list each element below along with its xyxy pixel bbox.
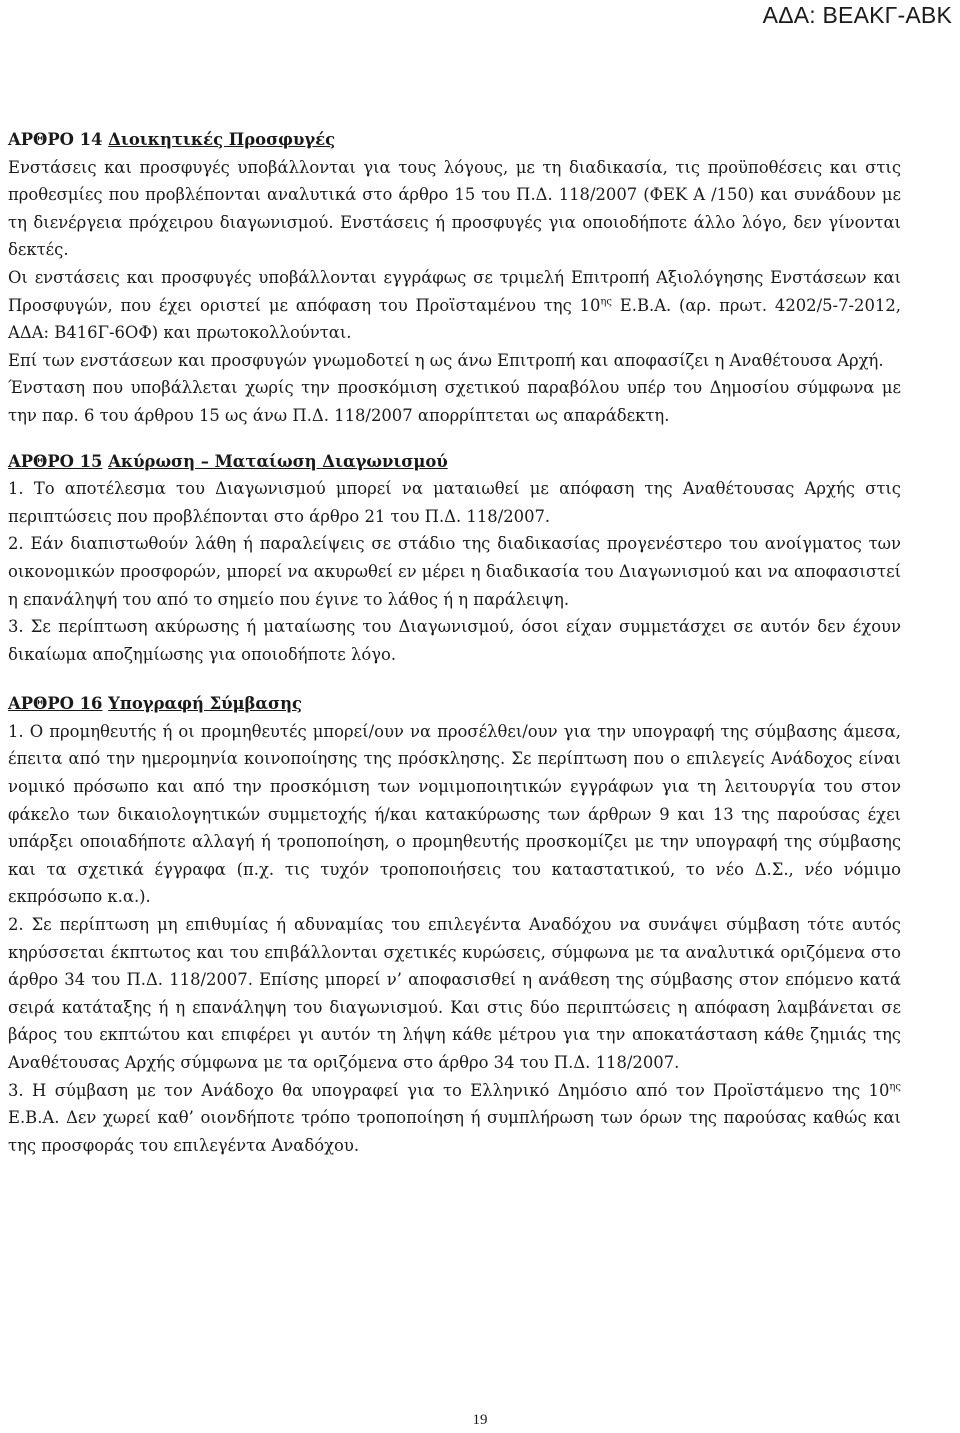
ordinal-superscript: ης — [600, 296, 612, 308]
article-15-title: Ακύρωση – Ματαίωση Διαγωνισμού — [108, 451, 448, 471]
document-body — [8, 126, 901, 1159]
page-number: 19 — [472, 1412, 488, 1428]
article-16-p3-text-end: Ε.Β.Α. Δεν χωρεί καθ’ οιονδήποτε τρόπο τροποποίηση ή συμπλήρωση των όρων της παρούσας καθώς και της προσφοράς του επιλεγέντα Αναδόχου. — [8, 1108, 901, 1155]
article-16-paragraph-3 — [8, 1077, 901, 1160]
article-15-paragraph-2: 2. Εάν διαπιστωθούν λάθη ή παραλείψεις σε στάδιο της διαδικασίας προγενέστερο του ανοίγματος των οικονομικών προσφορών, μπορεί να ακυρωθεί εν μέρει η διαδικασία του Διαγωνισμού και να αποφασιστεί η επανάληψή του από το σημείο που έγινε το λάθος ή η παράλειψη. — [8, 534, 901, 609]
article-16-paragraph-1: 1. Ο προμηθευτής ή οι προμηθευτές μπορεί/ουν να προσέλθει/ουν για την υπογραφή της σύμβασης άμεσα, έπειτα από την ημερομηνία κοινοποίησης της πρόσκλησης. Σε περίπτωση που ο επιλεγείς Ανάδοχος είναι νομικό πρόσωπο και από την προσκόμιση των νομιμοποιητικών εγγράφων για τη λειτουργία του στον φάκελο των δικαιολογητικών συμμετοχής ή/και κατακύρωσης των άρθρων 9 και 13 της παρούσας έχει υπάρξει οποιαδήποτε αλλαγή ή τροποποίηση, ο προμηθευτής προσκομίζει με την υπογραφή της σύμβασης και τα σχετικά έγγραφα (π.χ. τις τυχόν τροποποιήσεις του καταστατικού, το νέο Δ.Σ., νέο νόμιμο εκπρόσωπο κ.α.). — [8, 721, 901, 907]
article-15-heading — [8, 448, 901, 476]
article-15-paragraph-1: 1. Το αποτέλεσμα του Διαγωνισμού μπορεί να ματαιωθεί με απόφαση της Αναθέτουσας Αρχής στις περιπτώσεις που προβλέπονται στο άρθρο 21 του Π.Δ. 118/2007. — [8, 479, 901, 526]
article-14-paragraph-2: Επί των ενστάσεων και προσφυγών γνωμοδοτεί η ως άνω Επιτροπή και αποφασίζει η Αναθέτουσα Αρχή. — [8, 350, 884, 370]
article-14-paragraph-3: Ένσταση που υποβάλλεται χωρίς την προσκόμιση σχετικού παραβόλου υπέρ του Δημοσίου σύμφωνα με την παρ. 6 του άρθρου 15 ως άνω Π.Δ. 118/2007 απορρίπτεται ως απαράδεκτη. — [8, 378, 901, 425]
article-15-number: ΑΡΘΡΟ 15 — [8, 451, 103, 471]
article-14-title: Διοικητικές Προσφυγές — [108, 130, 336, 149]
article-14-paragraph-committee — [8, 264, 901, 347]
ada-header: ΑΔΑ: ΒΕΑΚΓ-ΑΒΚ — [762, 2, 952, 28]
article-14-number: ΑΡΘΡΟ 14 — [8, 130, 103, 149]
article-16-heading — [8, 690, 901, 718]
article-16-p3-text: 3. Η σύμβαση με τον Ανάδοχο θα υπογραφεί για το Ελληνικό Δημόσιο από τον Προϊστάμενο της 10 — [8, 1080, 890, 1100]
article-16-paragraph-2: 2. Σε περίπτωση μη επιθυμίας ή αδυναμίας του επιλεγέντα Αναδόχου να συνάψει σύμβαση τότε αυτός κηρύσσεται έκπτωτος και του επιβάλλονται σχετικές κυρώσεις, σύμφωνα με τα αναλυτικά οριζόμενα στο άρθρο 34 του Π.Δ. 118/2007. Επίσης μπορεί ν’ αποφασισθεί η ανάθεση της σύμβασης στον επόμενο κατά σειρά κατάταξης ή η επανάληψη του διαγωνισμού. Και στις δύο περιπτώσεις η απόφαση λαμβάνεται σε βάρος του εκπτώτου και επιφέρει γι αυτόν τη λήψη κάθε μέτρου για την αποκατάσταση κάθε ζημιάς της Αναθέτουσας Αρχής σύμφωνα με τα οριζόμενα στο άρθρο 34 του Π.Δ. 118/2007. — [8, 915, 901, 1072]
article-15-paragraph-3: 3. Σε περίπτωση ακύρωσης ή ματαίωσης του Διαγωνισμού, όσοι είχαν συμμετάσχει σε αυτόν δεν έχουν δικαίωμα αποζημίωσης για οποιοδήποτε λόγο. — [8, 617, 901, 664]
article-14-committee-text: Οι ενστάσεις και προσφυγές υποβάλλονται εγγράφως σε τριμελή Επιτροπή Αξιολόγησης Ενστάσεων και Προσφυγών, που έχει οριστεί με απόφαση του Προϊσταμένου της 10 — [8, 267, 901, 315]
article-16-title: Υπογραφή Σύμβασης — [108, 694, 303, 714]
article-14-paragraph-1: Ενστάσεις και προσφυγές υποβάλλονται για τους λόγους, με τη διαδικασία, τις προϋποθέσεις και στις προθεσμίες που προβλέπονται αναλυτικά στο άρθρο 15 του Π.Δ. 118/2007 (ΦΕΚ Α /150) και συνάδουν με τη διενέργεια πρόχειρου διαγωνισμού. Ενστάσεις ή προσφυγές για οποιοδήποτε άλλο λόγο, δεν γίνονται δεκτές. — [8, 157, 901, 260]
article-14-committee-text-end: Ε.Β.Α. (αρ. πρωτ. 4202/5-7-2012, ΑΔΑ: Β416Γ-6ΟΦ) και πρωτοκολλούνται. — [8, 295, 901, 343]
ordinal-superscript: ης — [889, 1081, 901, 1093]
article-14-heading — [8, 126, 901, 154]
article-16-number: ΑΡΘΡΟ 16 — [8, 694, 103, 714]
